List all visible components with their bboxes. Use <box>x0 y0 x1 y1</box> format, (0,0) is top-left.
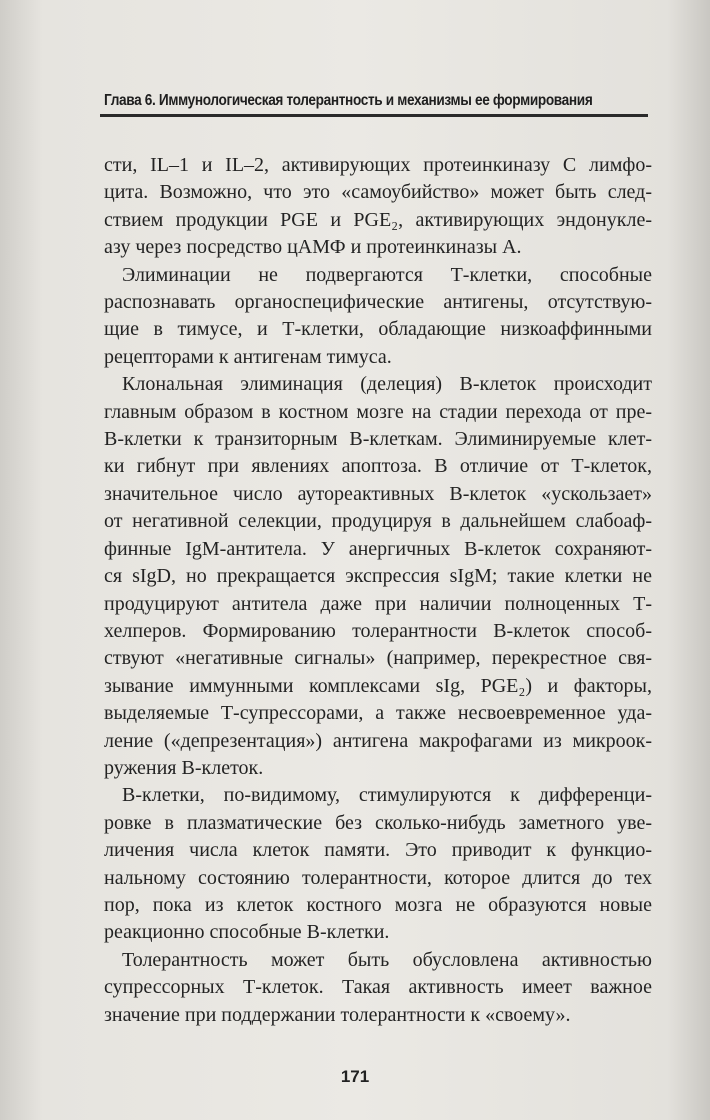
running-head: Глава 6. Иммунологическая толерантность и механизмы ее формирования <box>104 92 593 109</box>
text-line: Клональная элиминация (делеция) В-клеток происходит <box>122 373 652 396</box>
text-line: выделяемые Т-супрессорами, а также несвоевременное уда- <box>104 702 652 725</box>
text-line: главным образом в костном мозге на стадии перехода от пре- <box>104 400 652 423</box>
text-line: сти, IL–1 и IL–2, активирующих протеинкиназу C лимфо- <box>104 154 652 176</box>
text-line: Элиминации не подвергаются Т-клетки, способные <box>122 263 652 286</box>
text-line: реакционно способные В-клетки. <box>104 921 390 944</box>
text-line: супрессорных Т-клеток. Такая активность имеет важное <box>104 976 652 999</box>
text-line: ление («депрезентация») антигена макрофагами из микроок- <box>104 729 652 752</box>
text-line: хелперов. Формированию толерантности В-клеток способ- <box>104 619 652 642</box>
text-line: Толерантность может быть обусловлена активностью <box>122 948 652 971</box>
text-line: В-клетки к транзиторным В-клеткам. Элиминируемые клет- <box>104 428 652 451</box>
text-line: ствуют «негативные сигналы» (например, перекрестное свя- <box>104 647 652 670</box>
text-line: личения числа клеток памяти. Это приводит к функцио- <box>104 839 652 862</box>
page-number: 171 <box>340 1067 370 1086</box>
text-line: распознавать органоспецифические антигены, отсутствую- <box>104 291 652 314</box>
text-line: от негативной селекции, продуцируя в дальнейшем слабоаф- <box>104 510 652 533</box>
text-line: значение при поддержании толерантности к «своему». <box>104 1003 571 1026</box>
text-line: ровке в плазматические без сколько-нибудь заметного уве- <box>104 811 652 834</box>
text-line: пор, пока из клеток костного мозга не образуются новые <box>104 893 652 916</box>
header-rule <box>100 114 648 117</box>
body-text <box>104 152 652 1029</box>
text-line: цита. Возможно, что это «самоубийство» может быть след- <box>104 181 652 204</box>
text-line: продуцируют антитела даже при наличии полноценных Т- <box>104 592 652 615</box>
text-line: щие в тимусе, и Т-клетки, обладающие низкоаффинными <box>104 318 652 341</box>
text-line: В-клетки, по-видимому, стимулируются к дифференци- <box>122 784 652 807</box>
text-line: ся sIgD, но прекращается экспрессия sIgM; такие клетки не <box>104 565 652 588</box>
text-line: значительное число аутореактивных В-клеток «ускользает» <box>104 482 652 505</box>
text-line: азу через посредство цАМФ и протеинкиназы А. <box>104 236 522 259</box>
text-line: ки гибнут при явлениях апоптоза. В отличие от Т-клеток, <box>104 455 652 478</box>
text-line: зывание иммунными комплексами sIg, PGE₂) и факторы, <box>104 674 652 697</box>
text-line: ружения В-клеток. <box>104 756 264 779</box>
text-line: нальному состоянию толерантности, которое длится до тех <box>104 866 652 889</box>
text-line: ствием продукции PGE и PGE₂, активирующих эндонукле- <box>104 208 652 231</box>
text-line: финные IgM-антитела. У анергичных В-клеток сохраняют- <box>104 537 652 560</box>
text-line: рецепторами к антигенам тимуса. <box>104 345 392 368</box>
